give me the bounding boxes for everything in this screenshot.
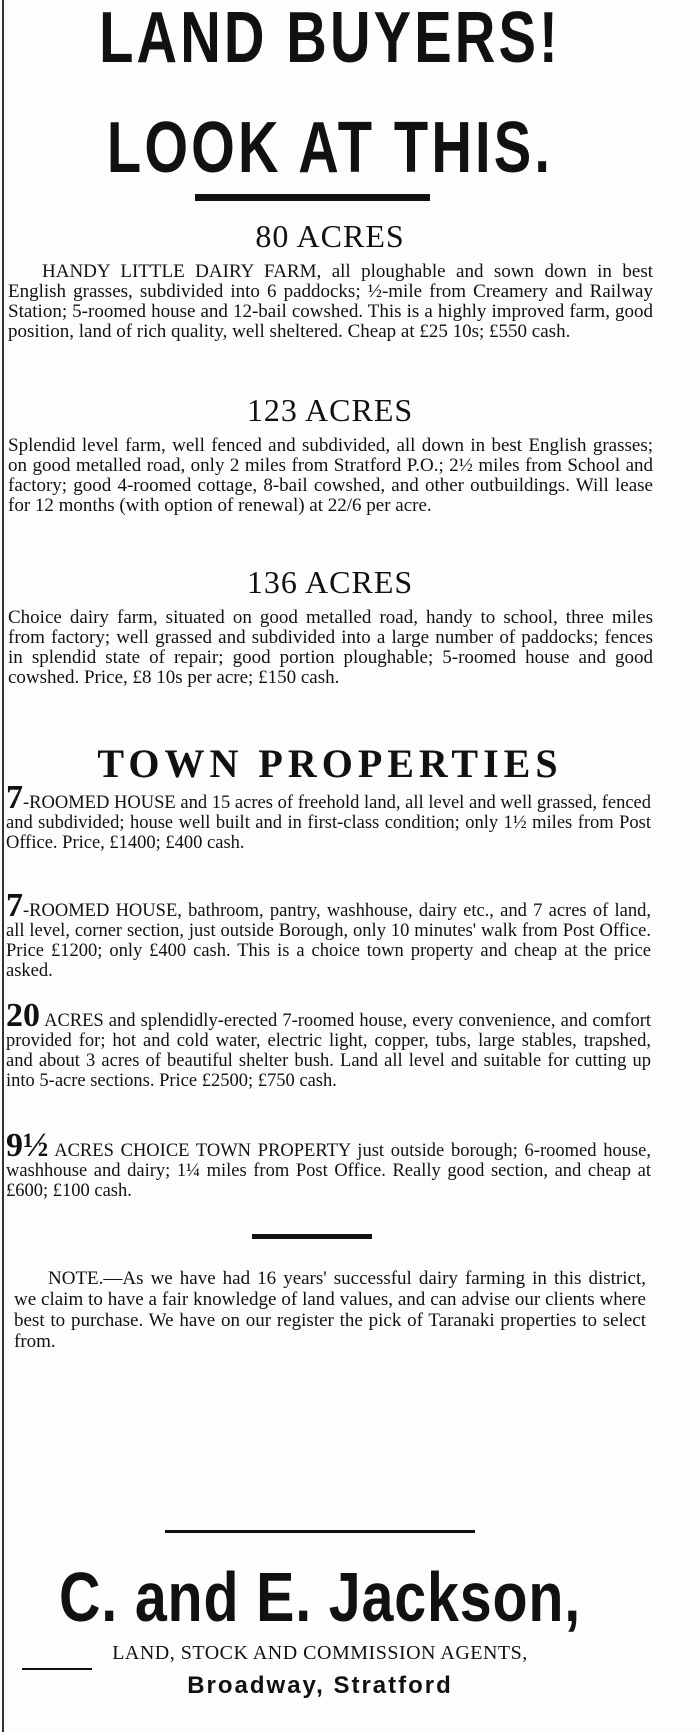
listing-number: 9½ — [6, 1127, 49, 1164]
town-listing-1 — [6, 779, 651, 853]
town-listing-2 — [6, 887, 651, 981]
listing-text: ACRES CHOICE TOWN PROPERTY just outside borough; 6-roomed house, washhouse and dairy; 1¼ miles from Post Office. Really good section, and cheap at £600; £100 cash. — [6, 1141, 651, 1201]
farm-heading-80-acres: 80 ACRES — [255, 218, 405, 254]
column-border — [2, 0, 4, 1732]
listing-number: 20 — [6, 997, 40, 1034]
headline-line-1: LAND BUYERS! — [99, 0, 561, 78]
listing-number: 7 — [6, 887, 23, 924]
farm-description-123-acres: Splendid level farm, well fenced and subdivided, all down in best English grasses; on good metalled road, only 2 miles from Stratford P.O.; 2½ miles from School and factory; good 4-roomed cottage, 8-bail cowshed, and other outbuildings. Will lease for 12 months (with option of renewal) at 22/6 per acre. — [8, 435, 653, 516]
listing-text: -ROOMED HOUSE and 15 acres of freehold land, all level and well grassed, fenced and subdivided; house well built and in first-class condition; only 1½ miles from Post Office. Price, £1400; £400 cash. — [6, 793, 651, 853]
town-listing-4 — [6, 1127, 651, 1201]
divider — [22, 1668, 92, 1670]
note-paragraph: NOTE.—As we have had 16 years' successful dairy farming in this district, we claim to have a fair knowledge of land values, and can advise our clients where best to purchase. We have on our register the pick of Taranaki properties to select from. — [14, 1268, 646, 1352]
firm-address: Broadway, Stratford — [187, 1672, 453, 1699]
farm-heading-136-acres: 136 ACRES — [246, 564, 414, 600]
divider — [252, 1234, 372, 1239]
listing-text: -ROOMED HOUSE, bathroom, pantry, washhouse, dairy etc., and 7 acres of land, all level, corner section, just outside Borough, only 10 minutes' walk from Post Office. Price £1200; only £400 cash. This is a choice town property and cheap at the price asked. — [6, 901, 651, 981]
listing-text: ACRES and splendidly-erected 7-roomed house, every convenience, and comfort provided for; hot and cold water, electric light, copper, tubs, large stables, trapshed, and about 3 acres of beautiful shelter bush. Land all level and suitable for cutting up into 5-acre sections. Price £2500; £750 cash. — [6, 1011, 651, 1091]
divider — [165, 1530, 475, 1533]
farm-description-80-acres: HANDY LITTLE DAIRY FARM, all ploughable and sown down in best English grasses, subdivided into 6 paddocks; ½-mile from Creamery and Railway Station; 5-roomed house and 12-bail cowshed. This is a highly improved farm, good position, land of rich quality, well sheltered. Cheap at £25 10s; £550 cash. — [8, 261, 653, 342]
firm-agents: LAND, STOCK AND COMMISSION AGENTS, — [112, 1642, 528, 1664]
firm-name: C. and E. Jackson, — [59, 1558, 581, 1636]
farm-description-136-acres: Choice dairy farm, situated on good metalled road, handy to school, three miles from factory; well grassed and subdivided into a large number of paddocks; fences in splendid state of repair; good portion ploughable; 5-roomed house and good cowshed. Price, £8 10s per acre; £150 cash. — [8, 607, 653, 688]
headline-line-2: LOOK AT THIS. — [106, 108, 554, 188]
town-properties-heading: TOWN PROPERTIES — [97, 741, 563, 786]
farm-heading-123-acres: 123 ACRES — [246, 392, 414, 428]
divider — [195, 194, 430, 201]
town-listing-3 — [6, 997, 651, 1091]
listing-number: 7 — [6, 779, 23, 816]
